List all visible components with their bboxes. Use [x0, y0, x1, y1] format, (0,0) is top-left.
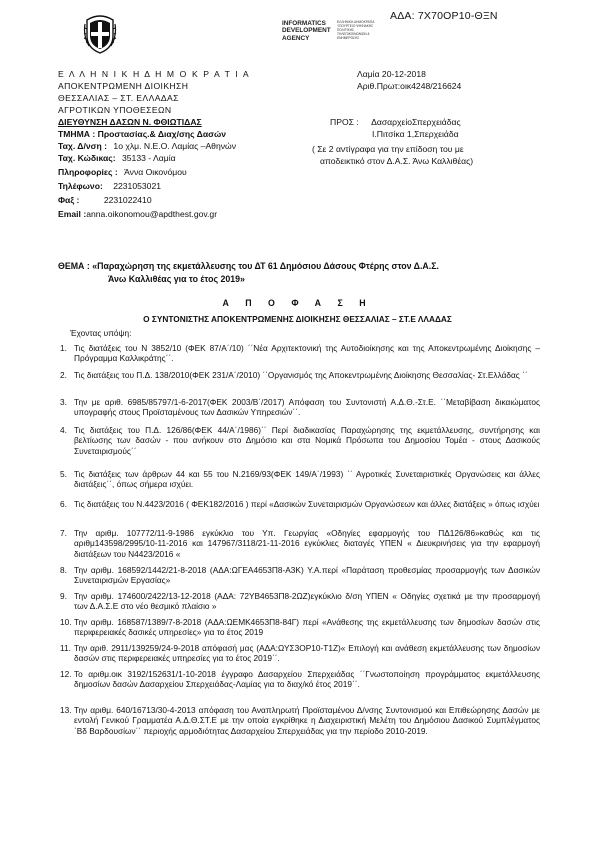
decision-subtitle: Ο ΣΥΝΤΟΝΙΣΤΗΣ ΑΠΟΚΕΝΤΡΩΜΕΝΗΣ ΔΙΟΙΚΗΣΗΣ ΘΕΣΣΑΛΙΑΣ – ΣΤ.Ε ΛΛΑΔΑΣ: [143, 314, 452, 324]
info-row: [58, 167, 187, 178]
list-item: [60, 397, 540, 418]
fax-label: Φαξ :: [58, 195, 80, 205]
agency-logo-small-line: ΤΗΛΕΠΙΚΟΙΝΩΝΙΩΝ &: [337, 32, 370, 37]
email-label: Email :: [58, 209, 87, 219]
agency-logo-small-line: ΥΠΟΥΡΓΕΙΟ ΨΗΦΙΑΚΗΣ: [337, 24, 374, 29]
copies-note-line-2: αποδεικτικό στον Δ.Α.Σ. Άνω Καλλιθέας): [320, 156, 474, 166]
administration-heading: ΑΠΟΚΕΝΤΡΩΜΕΝΗ ΔΙΟΙΚΗΣΗ: [58, 81, 189, 91]
postal-row: [58, 153, 176, 164]
list-item: [60, 528, 540, 559]
email-value[interactable]: anna.oikonomou@apdthest.gov.gr: [86, 209, 218, 219]
list-item-number: 8.: [60, 565, 67, 575]
document-date: Λαμία 20-12-2018: [357, 69, 426, 79]
phone-value: 2231053021: [113, 181, 162, 191]
list-item: [60, 705, 540, 736]
recipient-address: Ι.Πιτσίκα 1,Σπερχειάδα: [372, 129, 459, 139]
list-item-text: Τις διατάξεις του Ν 3852/10 (ΦΕΚ 87/Α΄/10) ΄΄Νέα Αρχιτεκτονική της Αυτοδιοίκησης και της Αποκεντρωμένης Διοίκησης – Πρόγραμμα Καλλικράτης΄΄.: [74, 343, 540, 364]
protocol-number: Αριθ.Πρωτ:οικ4248/216624: [357, 81, 462, 91]
info-value: Άννα Οικονόμου: [124, 167, 187, 177]
list-item-text: Την αριθμ. 168592/1442/21-8-2018 (ΑΔΑ:ΩΓΕΑ4653Π8-Α3Κ) Υ.Α.περί «Παράταση προθεσμίας προσαρμογής των Δασικών Συνεταιρισμών Εργασίας»: [74, 565, 540, 586]
list-item: [60, 643, 540, 664]
directorate-heading: ΔΙΕΥΘΥΝΣΗ ΔΑΣΩΝ Ν. ΦΘΙΩΤΙΔΑΣ: [58, 117, 202, 127]
info-label: Πληροφορίες :: [58, 167, 118, 177]
subject-line-1: ΘΕΜΑ : «Παραχώρηση της εκμετάλλευσης του ΔΤ 61 Δημόσιου Δάσους Φτέρης στον Δ.Α.Σ.: [58, 261, 439, 271]
list-item: [60, 591, 540, 612]
fax-row: [58, 195, 152, 206]
list-item-number: 4.: [60, 425, 67, 435]
subject-line-2: Άνω Καλλιθέας για το έτος 2019»: [108, 274, 245, 284]
agency-logo-line: DEVELOPMENT: [282, 27, 331, 35]
list-item: [60, 669, 540, 690]
address-row: [58, 141, 236, 152]
list-item-text: Τις διατάξεις του Π.Δ. 126/86(ΦΕΚ 44/Α΄/1986)΄΄ Περί διαδικασίας Παραχώρησης της εκμετάλλευσης, συντήρησης και βελτίωσης των δασών - που ανήκουν στο Δημόσιο και στα Νομικά Πρόσωπα του Δημοσίου Τομέα - στους Δασικούς Συνεταιρισμούς΄΄: [74, 425, 540, 456]
list-item-text: Την αριθμ. 640/16713/30-4-2013 απόφαση του Αναπληρωτή Προϊσταμένου Δ/νσης Συντονισμού και Επιθεώρησης Δασών με εντολή Γενικού Γραμματέα Α.Δ.Θ.ΣΤ.Ε με την οποία εγκρίθηκε η Διαχειριστική Μελέτη του Δημόσιου Δασικού Συμπλέγματος ΄Βδ Βαρδουσίων΄΄ περιοχής αρμοδιότητας Δασαρχείου Σπερχειάδας για την περίοδο 2010-2019.: [74, 705, 540, 736]
list-item: [60, 343, 540, 364]
list-item-text: Την αριθμ. 107772/11-9-1986 εγκύκλιο του Υπ. Γεωργίας «Οδηγίες εφαρμογής του ΠΔ126/86»καθώς και τις αριθμ143598/2995/10-11-2016 και 147967/3118/21-11-2016 εγκύκλιες διαταγές ΥΠΕΝ « Διευκρινήσεις για την εφαρμογή διατάξεων του Ν4423/2016 «: [74, 528, 540, 559]
email-row: [58, 209, 217, 220]
list-item-text: Την αριθμ. 174600/2422/13-12-2018 (ΑΔΑ: 72ΥΒ4653Π8-2ΩΖ)εγκύκλιο δ/ση ΥΠΕΝ « Οδηγίες σχετικά με την προσαρμογή των Δ.Α.Σ.Ε στο νέο θεσμικό πλαίσιο »: [74, 591, 540, 612]
region-heading: ΘΕΣΣΑΛΙΑΣ – ΣΤ. ΕΛΛΑΔΑΣ: [58, 93, 179, 103]
list-item: [60, 617, 540, 638]
list-item-number: 12.: [60, 669, 72, 679]
list-item-text: Την με αριθ. 6985/85797/1-6-2017(ΦΕΚ 2003/Β΄/2017) Απόφαση του Συντονιστή Α.Δ.Θ.-Στ.Ε. ΄΄Μεταβίβαση δικαιώματος υπογραφής στους Προϊσταμένους των Δασικών Υπηρεσιών΄΄.: [74, 397, 540, 418]
list-item-text: Τις διατάξεις του Ν.4423/2016 ( ΦΕΚ182/2016 ) περί «Δασικών Συνεταιρισμών Οργανώσεων και άλλες διατάξεις » όπως ισχύει: [74, 499, 540, 509]
list-item-number: 13.: [60, 705, 72, 715]
phone-row: [58, 181, 161, 192]
agency-logo-small-line: ΕΝΗΜΕΡΩΣΗΣ: [337, 36, 360, 41]
agency-logo-small-text: [337, 20, 377, 40]
agency-logo-small-line: ΕΛΛΗΝΙΚΗ ΔΗΜΟΚΡΑΤΙΑ: [337, 20, 375, 24]
department-heading: ΤΜΗΜΑ : Προστασίας.& Διαχ/σης Δασών: [58, 129, 227, 139]
phone-label: Τηλέφωνο:: [58, 181, 103, 191]
list-item: [60, 425, 540, 456]
postal-value: 35133 - Λαμία: [122, 153, 176, 163]
recipient-label: ΠΡΟΣ :: [330, 117, 359, 127]
greek-emblem-icon: [83, 14, 117, 54]
ada-code: ΑΔΑ: 7Χ70ΟΡ10-ΘΞΝ: [390, 10, 498, 22]
copies-note-line-1: ( Σε 2 αντίγραφα για την επίδοση του με: [312, 144, 464, 154]
list-item-number: 2.: [60, 370, 67, 380]
agency-logo-line: AGENCY: [282, 34, 310, 42]
list-item: [60, 565, 540, 586]
address-value: 1ο χλμ. Ν.Ε.Ο. Λαμίας –Αθηνών: [113, 141, 237, 151]
list-item-number: 3.: [60, 397, 67, 407]
list-item-number: 11.: [60, 643, 71, 653]
republic-heading: Ε Λ Λ Η Ν Ι Κ Η Δ Η Μ Ο Κ Ρ Α Τ Ι Α: [58, 69, 251, 79]
list-item-number: 6.: [60, 499, 67, 509]
decision-title: Α Π Ο Φ Α Σ Η: [222, 298, 373, 308]
recipient-value: ΔασαρχείοΣπερχειάδας: [371, 117, 461, 127]
list-item-text: Τις διατάξεις του Π.Δ. 138/2010(ΦΕΚ 231/Α΄/2010) ΄΄Οργανισμός της Αποκεντρωμένης Διοίκησης Θεσσαλίας- Στ.Ελλάδας ΄΄: [74, 370, 528, 380]
list-item-number: 7.: [60, 528, 67, 538]
agricultural-heading: ΑΓΡΟΤΙΚΩΝ ΥΠΟΘΕΣΕΩΝ: [58, 105, 172, 115]
address-label: Ταχ. Δ/νση :: [58, 141, 108, 151]
list-item-number: 5.: [60, 469, 67, 479]
list-item-text: Τις διατάξεις των άρθρων 44 και 55 του Ν.2169/93(ΦΕΚ 149/Α΄/1993) ΄΄ Αγροτικές Συνεταιριστικές Οργανώσεις και άλλες διατάξεις΄΄, όπως σήμερα ισχύει.: [74, 469, 540, 490]
list-item: [60, 370, 540, 380]
list-item-text: Την αριθ. 2911/139259/24-9-2018 απόφασή μας (ΑΔΑ:ΩΥΣ3ΟΡ10-Τ1Ζ)« Επιλογή και ανάθεση εκμετάλλευσης των δημοσίων δασών στις περιφερειακές υπηρεσίες για το έτος 2019΄΄.: [74, 643, 540, 664]
list-item: [60, 499, 540, 509]
having-regard-heading: Έχοντας υπόψη:: [70, 328, 132, 338]
recipient-row: [330, 117, 461, 128]
list-item-number: 1.: [60, 343, 67, 353]
agency-logo-line: INFORMATICS: [282, 20, 326, 27]
list-item-text: Το αριθμ.οικ 3192/152631/1-10-2018 έγγραφο Δασαρχείου Σπερχειάδας ΄΄Γνωστοποίηση προγράμματος εκμετάλλευσης δημοσίων δασών Δασαρχείου Σπερχειάδας-Λαμίας για το διαχ/κό έτος 2019΄΄.: [74, 669, 540, 690]
fax-value: 2231022410: [103, 195, 152, 205]
list-item-number: 10.: [60, 617, 72, 627]
agency-logo: [282, 20, 331, 42]
postal-label: Ταχ. Κώδικας:: [58, 153, 116, 163]
list-item-number: 9.: [60, 591, 67, 601]
agency-logo-small-line: ΠΟΛΙΤΙΚΗΣ: [337, 28, 354, 33]
list-item: [60, 469, 540, 490]
list-item-text: Την αριθμ. 168587/1389/7-8-2018 (ΑΔΑ:ΩΕΜΚ4653Π8-84Γ) περί «Ανάθεσης της εκμετάλλευσης των δημοσίων δασών στις περιφερειακές δασικές υπηρεσίες» για το έτος 2019: [74, 617, 540, 638]
